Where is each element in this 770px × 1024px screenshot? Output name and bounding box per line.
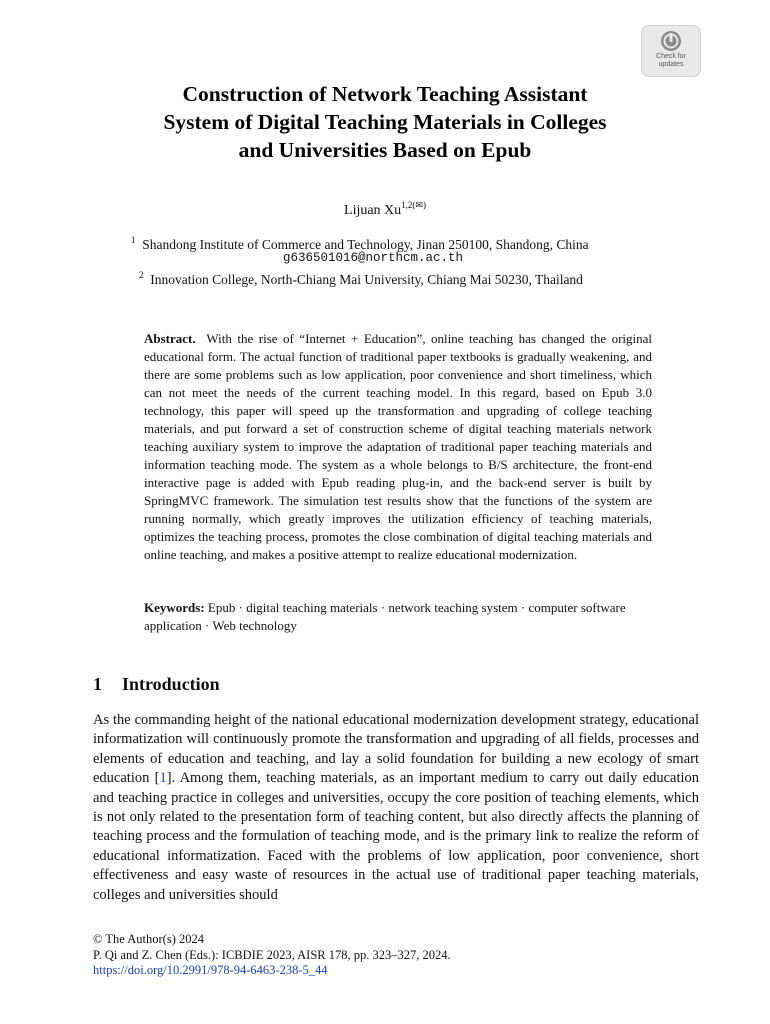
section-number: 1 [93, 674, 102, 694]
copyright-line: © The Author(s) 2024 [93, 932, 204, 946]
keywords-label: Keywords: [144, 600, 205, 615]
abstract-label: Abstract. [144, 331, 196, 346]
affiliation-text: Innovation College, North-Chiang Mai University, Chiang Mai 50230, Thailand [150, 272, 583, 287]
affiliation-2 [139, 270, 583, 288]
citation-link[interactable]: 1 [159, 770, 167, 787]
affiliation-mark: 2 [139, 270, 144, 280]
check-updates-label: Check for updates [656, 53, 686, 68]
body-paragraph: As the commanding height of the national educational modernization development strategy, educational informatization will continuously promote the transformation and upgrading of all fields, processes and elements of education and teaching, and lay a solid foundation for building a new ecology of smart education [1]. Among them, teaching materials, as an important medium to carry out daily education and teaching practice in colleges and universities, occupy the core position of teaching elements, which is not only related to the presentation form of teaching content, but also directly affects the planning of teaching process and the formulation of teaching mode, and is the primary link to realize the reform of educational informatization. Faced with the problems of low application, poor convenience, short effectiveness and easy waste of resources in the actual use of traditional paper teaching materials, colleges and universities should [93, 712, 699, 903]
title-line: Construction of Network Teaching Assistant [182, 82, 588, 106]
affiliation-text: Shandong Institute of Commerce and Technology, Jinan 250100, Shandong, China [142, 237, 589, 252]
check-for-updates-badge[interactable] [641, 25, 701, 77]
author-name: Lijuan Xu [344, 203, 402, 218]
paper-title [80, 80, 690, 164]
affiliation-mark: 1 [131, 235, 136, 245]
section-title: Introduction [122, 674, 220, 694]
check-updates-icon [660, 30, 682, 52]
title-line: and Universities Based on Epub [238, 138, 532, 162]
author-email[interactable]: g636501016@northcm.ac.th [283, 251, 464, 265]
footer [93, 932, 451, 979]
doi-link[interactable]: https://doi.org/10.2991/978-94-6463-238-5_44 [93, 963, 328, 977]
citation-line: P. Qi and Z. Chen (Eds.): ICBDIE 2023, AISR 178, pp. 323–327, 2024. [93, 947, 451, 962]
author-affiliation-marks: 1,2(✉) [401, 200, 426, 210]
keywords [144, 599, 652, 635]
abstract-text: With the rise of “Internet + Education”, online teaching has changed the original educational form. The actual function of traditional paper textbooks is gradually weakening, and there are some problems such as low application, poor convenience and short timeliness, which can not meet the needs of the current teaching model. In this regard, based on Epub 3.0 technology, this paper will speed up the transformation and upgrading of college teaching materials, and put forward a set of construction scheme of digital teaching materials network teaching auxiliary system to improve the adaptation of traditional paper teaching materials and information teaching mode. The system as a whole belongs to B/S architecture, the front-end interactive page is added with Epub reading plug-in, and the back-end server is built by SpringMVC framework. The simulation test results show that the functions of the system are running normally, which greatly improves the utilization efficiency of teaching materials, optimizes the teaching process, promotes the close combination of digital teaching materials and online teaching, and makes a positive attempt to realize educational modernization. [144, 331, 653, 562]
title-line: System of Digital Teaching Materials in Colleges [163, 110, 607, 134]
keywords-text: Epub · digital teaching materials · network teaching system · computer software application · Web technology [144, 600, 626, 633]
abstract [144, 330, 652, 564]
section-heading [93, 674, 220, 695]
author-line [0, 200, 770, 219]
